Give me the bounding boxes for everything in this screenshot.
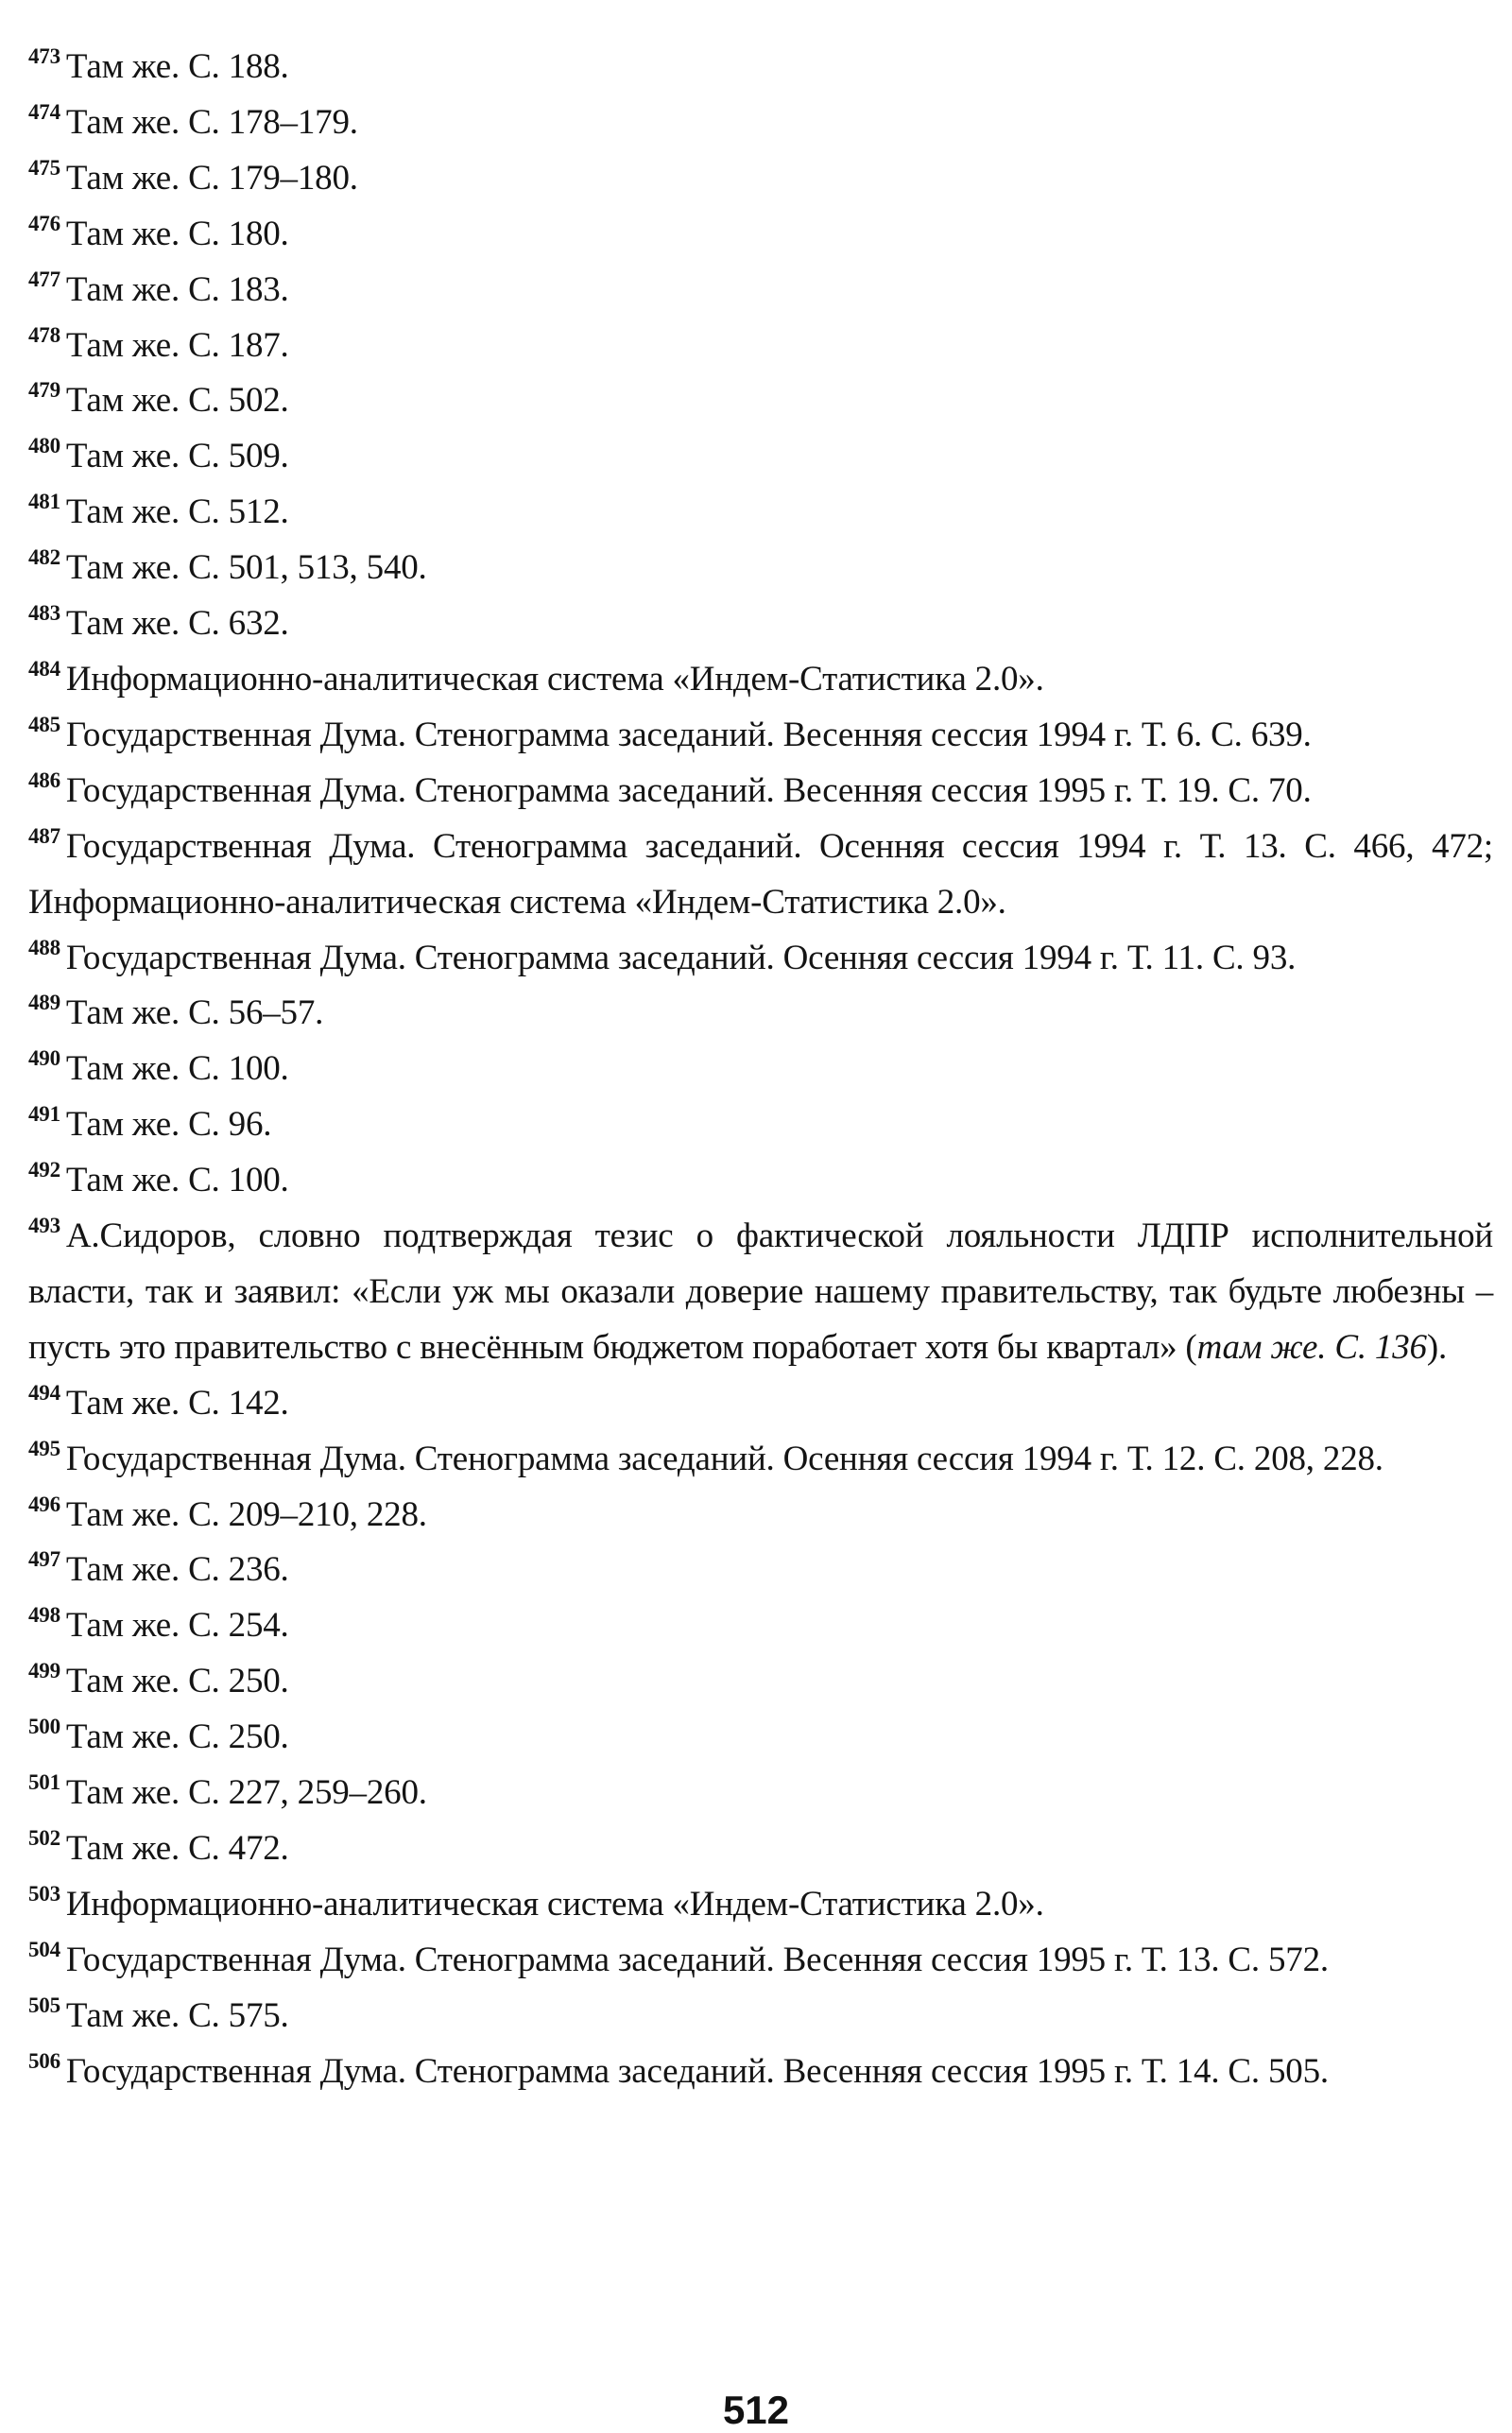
footnote-number: 480 <box>28 434 60 458</box>
footnote-text: Государственная Дума. Стенограмма заседаний. Весенняя сессия 1995 г. Т. 14. С. 505. <box>65 2051 1329 2091</box>
footnote-text: Там же. С. 183. <box>65 269 289 309</box>
footnote-number: 478 <box>28 322 60 347</box>
footnote-number: 486 <box>28 768 60 792</box>
footnote-text: Там же. С. 180. <box>65 214 289 253</box>
footnote-number: 484 <box>28 656 60 681</box>
footnote-text: Там же. С. 575. <box>65 1995 289 2035</box>
footnote-number: 475 <box>28 155 60 180</box>
footnote-text: Там же. С. 187. <box>65 325 289 365</box>
footnote-505 <box>28 1989 1493 2045</box>
footnote-number: 502 <box>28 1826 60 1850</box>
footnote-number: 476 <box>28 211 60 235</box>
footnote-text: Там же. С. 632. <box>65 604 289 644</box>
footnote-504 <box>28 1933 1493 1989</box>
footnote-477 <box>28 263 1493 319</box>
footnote-494 <box>28 1376 1493 1432</box>
footnote-text: Там же. С. 250. <box>65 1717 289 1757</box>
footnote-501 <box>28 1766 1493 1821</box>
footnote-number: 490 <box>28 1046 60 1071</box>
footnote-479 <box>28 373 1493 429</box>
footnote-text: Информационно-аналитическая система «Индем-Статистика 2.0». <box>65 1884 1044 1924</box>
footnote-text: Государственная Дума. Стенограмма заседаний. Весенняя сессия 1995 г. Т. 19. С. 70. <box>65 770 1312 810</box>
footnote-492 <box>28 1153 1493 1209</box>
footnote-text: Информационно-аналитическая система «Индем-Статистика 2.0». <box>65 659 1044 699</box>
footnote-number: 495 <box>28 1436 60 1460</box>
footnote-text: Там же. С. 250. <box>65 1662 289 1701</box>
footnote-484 <box>28 652 1493 708</box>
footnote-text-closing: ). <box>1426 1327 1447 1367</box>
footnote-number: 505 <box>28 1993 60 2017</box>
footnote-number: 473 <box>28 44 60 68</box>
footnote-text: Там же. С. 502. <box>65 381 289 421</box>
footnote-text: Там же. С. 178–179. <box>65 102 358 142</box>
footnote-499 <box>28 1654 1493 1710</box>
footnote-text: Там же. С. 512. <box>65 492 289 532</box>
footnote-number: 488 <box>28 935 60 959</box>
footnote-478 <box>28 319 1493 374</box>
footnotes-list <box>28 40 1493 2100</box>
footnote-text: Государственная Дума. Стенограмма заседаний. Весенняя сессия 1995 г. Т. 13. С. 572. <box>65 1940 1329 1979</box>
footnote-485 <box>28 708 1493 764</box>
footnote-number: 491 <box>28 1102 60 1127</box>
footnote-text: Там же. С. 142. <box>65 1383 289 1423</box>
footnote-text: Там же. С. 100. <box>65 1049 289 1089</box>
footnote-number: 498 <box>28 1603 60 1628</box>
footnote-text: Там же. С. 254. <box>65 1606 289 1646</box>
footnote-481 <box>28 485 1493 541</box>
footnote-number: 481 <box>28 490 60 514</box>
footnote-number: 499 <box>28 1659 60 1683</box>
footnote-500 <box>28 1710 1493 1766</box>
footnote-473 <box>28 40 1493 95</box>
footnote-489 <box>28 986 1493 1042</box>
footnote-text: А.Сидоров, словно подтверждая тезис о фактической лояльности ЛДПР исполнительной власти, так и заявил: «Если уж мы оказали доверие нашему правительству, так будьте любезны – пусть это правительство с внесённым бюджетом поработает хотя бы квартал» ( <box>28 1216 1493 1367</box>
footnote-text: Государственная Дума. Стенограмма заседаний. Осенняя сессия 1994 г. Т. 12. С. 208, 228. <box>65 1439 1383 1478</box>
footnote-476 <box>28 207 1493 263</box>
footnote-text: Государственная Дума. Стенограмма заседаний. Весенняя сессия 1994 г. Т. 6. С. 639. <box>65 715 1312 754</box>
footnote-480 <box>28 429 1493 485</box>
footnote-503 <box>28 1877 1493 1933</box>
footnote-number: 485 <box>28 712 60 736</box>
footnote-number: 494 <box>28 1380 60 1405</box>
footnote-number: 501 <box>28 1770 60 1795</box>
footnote-text: Государственная Дума. Стенограмма заседаний. Осенняя сессия 1994 г. Т. 13. С. 466, 472; Информационно-аналитическая система «Индем-Статистика 2.0». <box>28 826 1493 922</box>
footnote-483 <box>28 596 1493 652</box>
footnote-text: Там же. С. 56–57. <box>65 993 324 1033</box>
footnote-488 <box>28 931 1493 987</box>
footnote-506 <box>28 2045 1493 2100</box>
footnote-text: Там же. С. 227, 259–260. <box>65 1773 427 1813</box>
footnote-475 <box>28 151 1493 207</box>
footnote-text: Там же. С. 501, 513, 540. <box>65 548 427 588</box>
footnote-number: 483 <box>28 601 60 626</box>
footnote-number: 489 <box>28 991 60 1015</box>
footnote-text: Там же. С. 509. <box>65 437 289 476</box>
footnote-text: Там же. С. 209–210, 228. <box>65 1494 427 1534</box>
footnote-number: 487 <box>28 823 60 848</box>
footnote-490 <box>28 1042 1493 1097</box>
footnote-482 <box>28 541 1493 596</box>
footnote-number: 504 <box>28 1937 60 1961</box>
footnote-number: 479 <box>28 378 60 403</box>
footnote-text: Там же. С. 179–180. <box>65 158 358 198</box>
footnote-number: 493 <box>28 1214 60 1238</box>
footnote-497 <box>28 1543 1493 1598</box>
footnote-number: 474 <box>28 99 60 124</box>
footnote-474 <box>28 95 1493 151</box>
footnote-502 <box>28 1821 1493 1877</box>
footnote-text: Там же. С. 236. <box>65 1550 289 1590</box>
footnote-487 <box>28 820 1493 931</box>
footnote-495 <box>28 1432 1493 1488</box>
footnote-text: Государственная Дума. Стенограмма заседаний. Осенняя сессия 1994 г. Т. 11. С. 93. <box>65 938 1297 977</box>
footnote-text: Там же. С. 96. <box>65 1105 272 1145</box>
footnote-number: 506 <box>28 2048 60 2073</box>
footnote-486 <box>28 764 1493 820</box>
footnote-498 <box>28 1598 1493 1654</box>
footnote-text: Там же. С. 188. <box>65 47 289 86</box>
page-number: 512 <box>722 2388 790 2432</box>
footnote-number: 477 <box>28 267 60 291</box>
footnote-491 <box>28 1097 1493 1153</box>
footnote-number: 496 <box>28 1492 60 1516</box>
footnote-496 <box>28 1488 1493 1544</box>
footnote-number: 500 <box>28 1715 60 1739</box>
footnote-italic-reference: там же. С. 136 <box>1196 1327 1427 1367</box>
footnote-number: 497 <box>28 1547 60 1572</box>
footnote-text: Там же. С. 100. <box>65 1161 289 1200</box>
footnote-number: 492 <box>28 1158 60 1182</box>
footnote-number: 503 <box>28 1881 60 1906</box>
footnote-text: Там же. С. 472. <box>65 1829 289 1868</box>
footnote-number: 482 <box>28 545 60 570</box>
footnote-493 <box>28 1209 1493 1376</box>
